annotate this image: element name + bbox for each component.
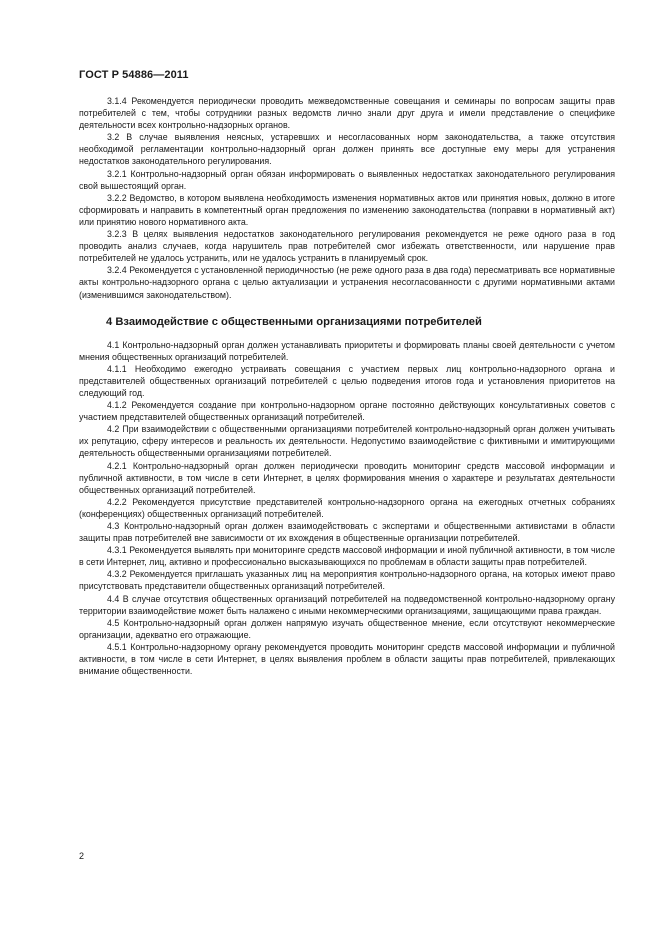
paragraph-4-1-1: 4.1.1 Необходимо ежегодно устраивать совещания с участием первых лиц контрольно-надзорного органа и представителей общественных организаций потребителей с целью подведения итогов года и установления приоритетов на следующий год.	[79, 363, 615, 398]
paragraph-3-2-2: 3.2.2 Ведомство, в котором выявлена необходимость изменения нормативных актов или принятия новых, должно в итоге сформировать и направить в компетентный орган предложения по изменению законодательства (поправки в нормативный акт) или принятию нового нормативного акта.	[79, 192, 615, 227]
paragraph-3-2-4: 3.2.4 Рекомендуется с установленной периодичностью (не реже одного раза в два года) пересматривать все нормативные акты контрольно-надзорного органа с целью актуализации и устранения несогласованности с другими нормативными актами (изменившимся законодательством).	[79, 265, 615, 300]
section-heading: 4 Взаимодействие с общественными организациями потребителей	[106, 315, 482, 328]
paragraph-4-3-1: 4.3.1 Рекомендуется выявлять при мониторинге средств массовой информации и иной публичной активности, в том числе в сети Интернет, лиц, активно и профессионально высказывающихся по проблемам в области защиты прав потребителей.	[79, 545, 615, 568]
paragraph-4-4: 4.4 В случае отсутствия общественных организаций потребителей на подведомственной контрольно-надзорному органу территории взаимодействие может быть налажено с иными некоммерческими организациями, защищающими права граждан.	[79, 593, 615, 616]
paragraph-3-2-1: 3.2.1 Контрольно-надзорный орган обязан информировать о выявленных недостатках законодательного регулирования свой вышестоящий орган.	[79, 168, 615, 191]
paragraph-4-1-2: 4.1.2 Рекомендуется создание при контрольно-надзорном органе постоянно действующих консультативных советов с участием представителей общественных организаций потребителей.	[79, 400, 615, 423]
document-body	[79, 95, 615, 677]
paragraph-4-2-2: 4.2.2 Рекомендуется присутствие представителей контрольно-надзорного органа на ежегодных отчетных собраниях (конференциях) общественных организаций потребителей.	[79, 496, 615, 519]
paragraph-3-2: 3.2 В случае выявления неясных, устаревших и несогласованных норм законодательства, а также отсутствия необходимой регламентации контрольно-надзорный орган должен принять все доступные ему меры для устранения недостатков законодательного регулирования.	[79, 132, 615, 167]
paragraph-4-3: 4.3 Контрольно-надзорный орган должен взаимодействовать с экспертами и общественными активистами в области защиты прав потребителей вне зависимости от их вхождения в общественные организации потребителей.	[79, 521, 615, 544]
paragraph-4-3-2: 4.3.2 Рекомендуется приглашать указанных лиц на мероприятия контрольно-надзорного органа, на которых имеют право присутствовать представители общественных организаций потребителей.	[79, 569, 615, 592]
paragraph-4-5-1: 4.5.1 Контрольно-надзорному органу рекомендуется проводить мониторинг средств массовой информации и публичной активности, в том числе в сети Интернет, в целях выявления проблем в области защиты прав потребителей, привлекающих внимание общественности.	[79, 641, 615, 677]
paragraph-4-1: 4.1 Контрольно-надзорный орган должен устанавливать приоритеты и формировать планы своей деятельности с учетом мнения общественных организаций потребителей.	[79, 339, 615, 362]
standard-header: ГОСТ Р 54886—2011	[79, 69, 189, 81]
paragraph-4-2: 4.2 При взаимодействии с общественными организациями потребителей контрольно-надзорный орган должен учитывать их репутацию, сферу интересов и реальность их деятельности. Недопустимо взаимодействие с фиктивными и имитирующими деятельность общественными организациями потребителей.	[79, 424, 615, 459]
paragraph-3-2-3: 3.2.3 В целях выявления недостатков законодательного регулирования рекомендуется не реже одного раза в год проводить анализ случаев, когда нарушитель прав потребителей смог избежать ответственности, или нарушение прав потребителей не удалось устранить, или не удалось устранить в планируемый срок.	[79, 229, 615, 264]
paragraph-4-5: 4.5 Контрольно-надзорный орган должен напрямую изучать общественное мнение, если отсутствуют некоммерческие организации, адекватно его отражающие.	[79, 617, 615, 640]
paragraph-3-1-4: 3.1.4 Рекомендуется периодически проводить межведомственные совещания и семинары по вопросам защиты прав потребителей с тем, чтобы сотрудники разных ведомств лично знали друг друга и имели представление о специфике деятельности всех контрольно-надзорных органов.	[79, 96, 615, 131]
page-number: 2	[79, 851, 85, 861]
paragraph-4-2-1: 4.2.1 Контрольно-надзорный орган должен периодически проводить мониторинг средств массовой информации и публичной активности, в том числе в сети Интернет, в целях формирования мнения о характере и результатах деятельности общественных организаций потребителей.	[79, 460, 615, 495]
